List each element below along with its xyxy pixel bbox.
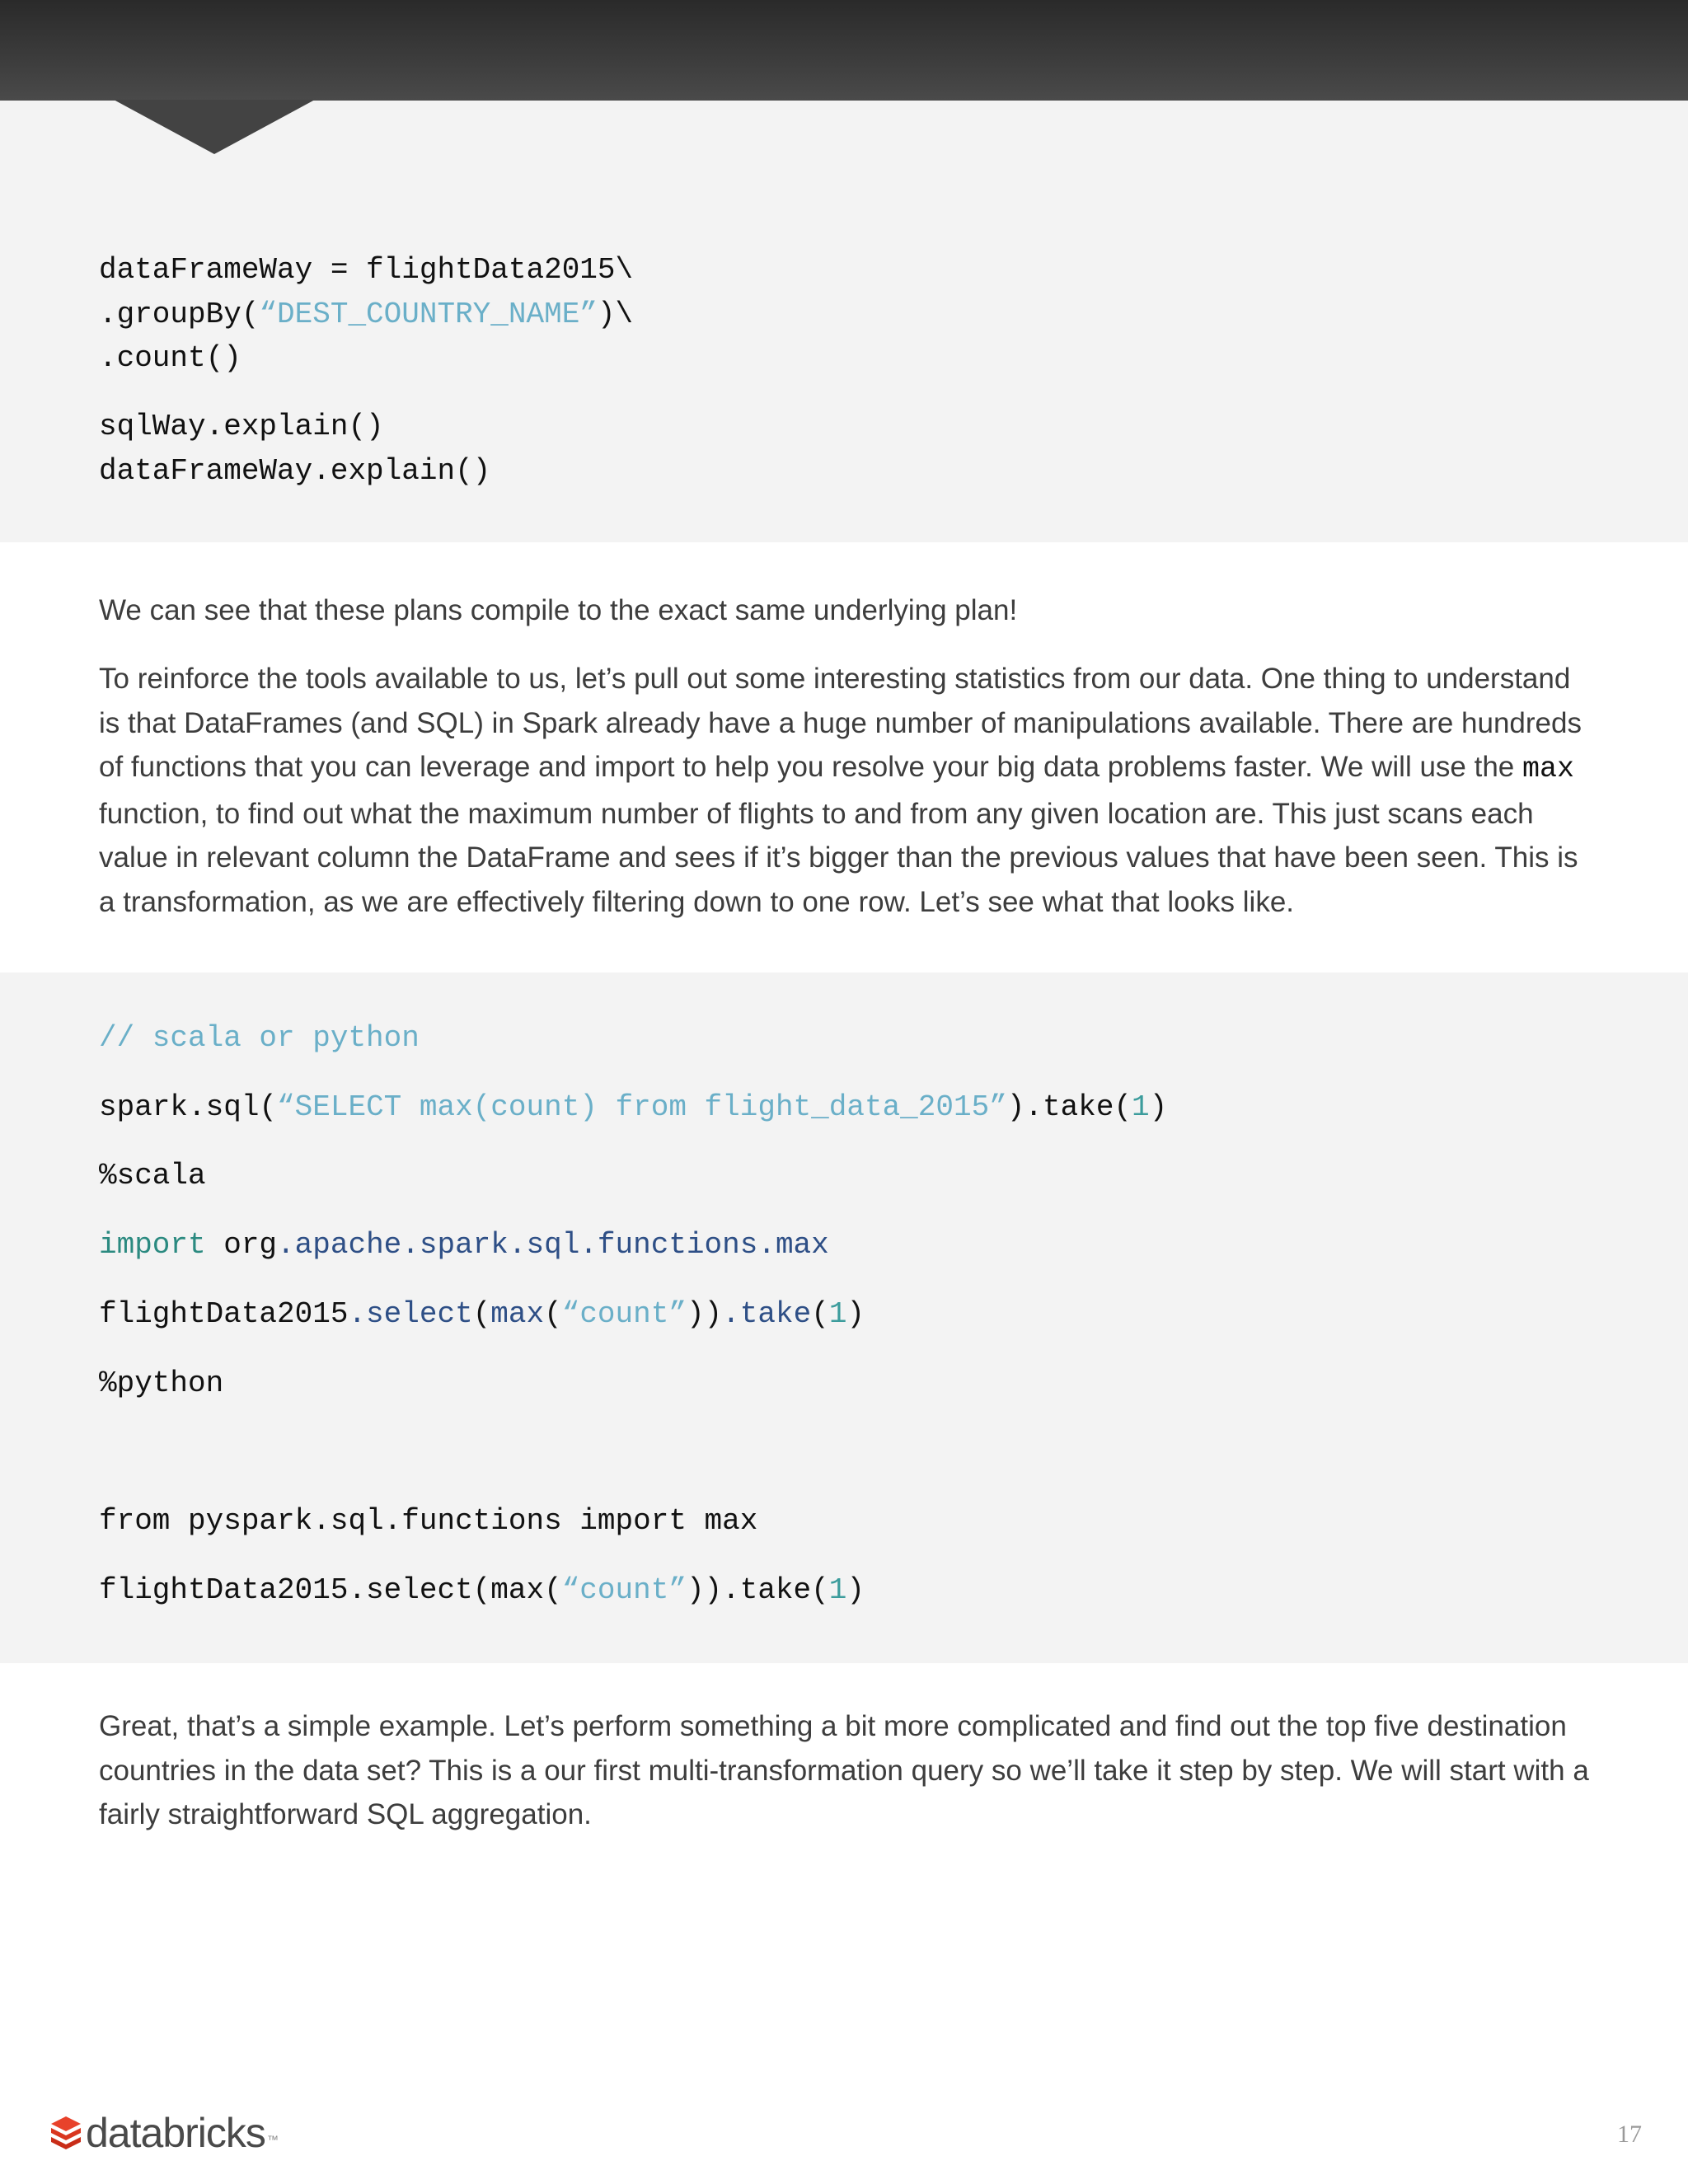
code-string: “count” (561, 1573, 687, 1607)
code-line (99, 1158, 206, 1194)
code-text: from pyspark.sql.functions import max (99, 1504, 758, 1538)
code-text: ( (544, 1297, 562, 1331)
code-line (99, 1090, 1167, 1126)
code-text: ).take( (1006, 1090, 1132, 1124)
code-line (99, 1020, 420, 1057)
code-text: flightData2015 (99, 1297, 349, 1331)
code-function: .take (722, 1297, 812, 1331)
code-number: 1 (1132, 1090, 1150, 1124)
code-text: .count() (99, 341, 241, 375)
code-comment: // scala or python (99, 1021, 420, 1055)
header-notch (114, 100, 315, 154)
code-text: .groupBy( (99, 298, 260, 331)
code-text: flightData2015.select(max( (99, 1573, 562, 1607)
code-text: ) (846, 1297, 865, 1331)
code-line (99, 1572, 865, 1609)
code-line (99, 252, 633, 288)
code-text: spark.sql( (99, 1090, 278, 1124)
code-line (99, 1366, 223, 1402)
code-text: org (205, 1228, 278, 1262)
inline-code-max: max (1522, 752, 1574, 785)
logo-text: databricks (86, 2110, 265, 2156)
code-function: max (490, 1297, 545, 1331)
paragraph-max-explanation (99, 657, 1591, 924)
code-function: .apache.spark.sql.functions.max (277, 1228, 829, 1262)
code-text: )\ (597, 298, 634, 331)
code-line (99, 453, 490, 490)
code-line (99, 1296, 865, 1333)
code-text: ( (472, 1297, 491, 1331)
code-line (99, 340, 241, 377)
logo-trademark: ™ (266, 2133, 279, 2146)
paragraph-text: function, to find out what the maximum number of flights to and from any given location are. This just scans each value in relevant column the DataFrame and sees if it’s bigger than the previous values that have been seen. This is a transformation, as we are effectively filtering down to one row. Let’s see what that looks like. (99, 797, 1578, 918)
code-line (99, 297, 633, 333)
code-text: ) (846, 1573, 865, 1607)
code-text: ) (1149, 1090, 1168, 1124)
paragraph-top-five: Great, that’s a simple example. Let’s perform something a bit more complicated and find out the top five destination countries in the data set? This is a our first multi-transformation query so we’ll take it step by step. We will start with a fairly straightforward SQL aggregation. (99, 1710, 1589, 1830)
code-number: 1 (828, 1573, 847, 1607)
paragraph-text: To reinforce the tools available to us, let’s pull out some interesting statistics from our data. One thing to understand is that DataFrames (and SQL) in Spark already have a huge number of manipulations available. There are hundreds of functions that you can leverage and import to help you resolve your big data problems faster. We will use the (99, 663, 1582, 783)
header-band (0, 0, 1688, 101)
code-function: .select (348, 1297, 473, 1331)
code-text: %python (99, 1366, 224, 1400)
code-string: “SELECT max(count) from flight_data_2015” (277, 1090, 1007, 1124)
code-line (99, 409, 384, 445)
code-text: dataFrameWay.explain() (99, 454, 491, 488)
code-string: “count” (561, 1297, 687, 1331)
code-line (99, 1503, 757, 1540)
code-string: “DEST_COUNTRY_NAME” (259, 298, 598, 331)
code-line (99, 1227, 829, 1263)
code-keyword: import (99, 1228, 206, 1262)
databricks-logo (49, 2110, 279, 2156)
code-text: ( (811, 1297, 829, 1331)
code-number: 1 (828, 1297, 847, 1331)
code-text: )).take( (686, 1573, 829, 1607)
paragraph-plans-compile: We can see that these plans compile to the exact same underlying plan! (99, 594, 1018, 626)
page-number: 17 (1617, 2121, 1642, 2148)
code-block-max-query (0, 972, 1688, 1663)
databricks-logo-icon (49, 2115, 82, 2151)
code-text: )) (686, 1297, 723, 1331)
code-text: sqlWay.explain() (99, 410, 384, 443)
code-text: dataFrameWay = flightData2015\ (99, 253, 634, 287)
code-block-dataframe (0, 101, 1688, 542)
code-text: %scala (99, 1159, 206, 1193)
